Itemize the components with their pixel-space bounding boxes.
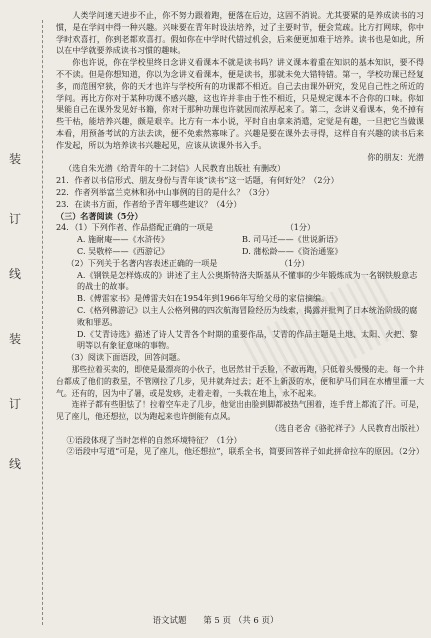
footer-page: 第 5 页: [203, 616, 231, 626]
letter-paragraph-1: 人类学问速天进步不止，你不努力跟着跑，便落在后边，这固不消说。尤其要紧的是养成读书的习惯，是在学问中得一种兴趣。兴味要在青年时设法培养，过了主要时节，便会荒疏。比方打网球，你中学时欢喜打，你到老都欢喜打。假如你在中学时代错过机会，后来便更加难于培养。读书也是如此，所以在中学就要养成读书习惯的趣味。: [56, 10, 424, 56]
sub-question-1: ①语段体现了当时怎样的自然环境特征？（1分）: [66, 434, 242, 445]
question-21: 21．作者以书信形式、朋友身份与青年谈“读书”这一话题，有何好处？（2分）: [56, 175, 339, 186]
question-22: 22．作者列举富兰克林和孙中山事例的目的是什么？（3分）: [56, 186, 274, 197]
option-b: B. 司马迁——《世说新语》: [242, 234, 343, 245]
sub-question-2: ②语段中写道“可是，见了座儿，他还想拉”，联系全书，简要回答祥子如此拼命拉车的原因。（2分）: [66, 446, 424, 457]
option-a: A. 施耐庵——《水浒传》: [77, 234, 169, 245]
statement-d: D.《艾青诗选》描述了诗人艾青各个时期的重要作品，艾青的作品主题是土地、太阳、火把、黎明等以有象征意味的事物。: [77, 328, 418, 351]
statement-c: C.《格列佛游记》以主人公格列佛的四次航海冒险经历为线索，揭露并批判了日本统治阶级的腐败和罪恶。: [77, 304, 418, 327]
section-heading: （三）名著阅读（5分）: [56, 210, 143, 221]
margin-label: 线: [9, 267, 22, 281]
margin-label: 装: [9, 332, 22, 346]
letter-signature: 你的朋友：光潜: [367, 151, 424, 162]
page-footer: [0, 614, 431, 626]
novel-excerpt-2: 连祥子都有些胆怯了！拉着空车走了几步，他觉出由脸到脚都被热气围着，连手背上都流了汗。可是，见了座儿，他还想拉，以为跑起来也许倒能有点风。: [56, 400, 424, 422]
margin-label: 线: [9, 457, 22, 471]
binding-line: [42, 20, 43, 625]
question-24-3: （3）阅读下面语段，回答问题。: [66, 352, 185, 363]
exam-content: [56, 10, 424, 458]
question-23: 23．在读书方面，作者给予青年哪些建议？（4分）: [56, 198, 242, 209]
footer-subject: 语文试题: [152, 616, 187, 626]
options-row-1: [56, 234, 424, 246]
novel-excerpt-1: 那些拉着买卖的，即使是最漂亮的小伙子，也居然甘于丢脸，不敢再跑，只低着头慢慢的走。每一个井台都成了他们的救星，不管刚拉了几步，见井就奔过去；赶不上新汲的水，便和驴马们同在水槽里灌一大气。还有的，因为中了暑，或是发痧，走着走着，一头栽在地上，永不起来。: [56, 364, 424, 398]
footer-total: （共 6 页）: [233, 616, 279, 626]
question-24-2: [56, 258, 424, 270]
question-24-1: [56, 222, 424, 234]
option-d: D. 蒲松龄——《资治通鉴》: [242, 245, 343, 256]
question-24-2-score: （1分）: [279, 257, 310, 268]
question-24-2-text: （2）下列关于名著内容表述正确的一项是: [66, 257, 218, 268]
question-24-1-score: （1分）: [285, 222, 316, 233]
letter-paragraph-2: 你也许说，你在学校里终日念讲义看课本不就是读书吗？讲义课本着重在知识的基本知识，要不得不不读。但是你想知道，你以为念讲义看课本，便是读书，那就未免大错特错。第一，学校功课已经复多，而范围窄狭，你的天才也许与学校所有的功课都不相近。自己去由课外研究，发见自己性之所近的学问。再比方你对于某种功课不感兴趣，这也许并非由于性不相近，只是规定课本不合你的口味。你如果能自己在课外发见好书籍，你对于那种功课也许就因而浓厚起来了。第二，念讲义看课本，免不掉有些干枯，能培养兴趣，颇是艰辛。比方有一本小说，平时自由拿来消遣，定觉是有趣，一旦把它当做课本看，用预备考试的方法去读，便不免索然寡味了。兴趣是要在课外去寻得，这样自有兴趣的读书后来作发起，所以为培养读书兴趣起见，应该从读课外书入手。: [56, 57, 424, 150]
excerpt-source: （选自老舍《骆驼祥子》人民教育出版社）: [270, 422, 424, 433]
statement-b: B.《傅雷家书》是傅雷夫妇在1954年到1966年写给父母的家信摘编。: [77, 293, 330, 304]
margin-label: 订: [9, 397, 22, 411]
margin-label: 订: [9, 212, 22, 226]
question-24-1-text: 24．（1）下列作者、作品搭配正确的一项是: [56, 222, 214, 233]
margin-label: 装: [9, 152, 22, 166]
statement-a: A.《钢铁是怎样炼成的》讲述了主人公奥斯特洛夫斯基从不懂事的少年锻炼成为一名钢铁般意志的战士的故事。: [77, 269, 418, 292]
option-c: C. 吴敬梓——《西游记》: [77, 245, 170, 256]
options-row-2: [56, 246, 424, 258]
source-note: （选自朱光潜《给青年的十二封信》人民教育出版社 有删改）: [64, 163, 286, 174]
